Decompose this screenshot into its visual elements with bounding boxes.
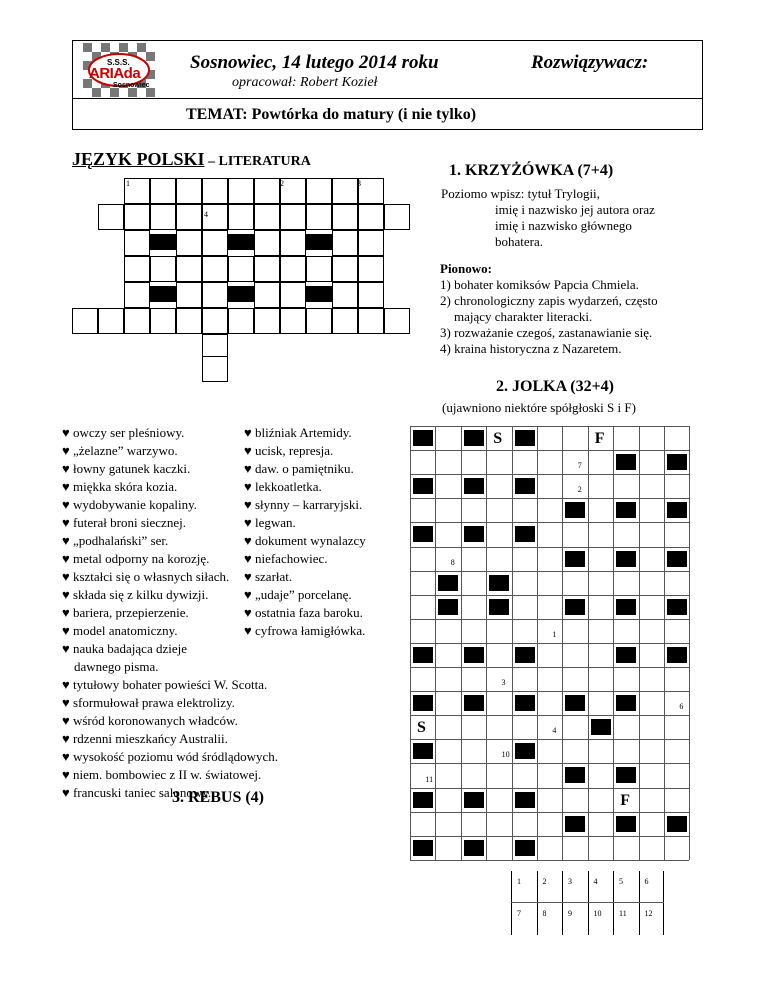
crossword-cell[interactable] (98, 308, 124, 334)
crossword-cell[interactable] (124, 230, 150, 256)
crossword-cell[interactable] (228, 178, 254, 204)
jolka-black-cell (515, 647, 535, 663)
vertical-clue: 2) chronologiczny zapis wydarzeń, często (440, 293, 658, 308)
jolka-grid-line (410, 691, 689, 692)
jolka-grid-line (410, 836, 689, 837)
author-line: opracował: Robert Kozieł (232, 75, 378, 90)
crossword-cell[interactable] (98, 204, 124, 230)
jolka-grid-line (410, 474, 689, 475)
jolka-black-cell (515, 695, 535, 711)
crossword-cell[interactable] (306, 256, 332, 282)
crossword-cell[interactable] (202, 308, 228, 334)
crossword-cell[interactable] (254, 308, 280, 334)
crossword-cell[interactable] (280, 256, 306, 282)
jolka-clues-right (244, 424, 366, 640)
jolka-clue: ♥ bliźniak Artemidy. (244, 425, 352, 440)
crossword-cell[interactable] (124, 282, 150, 308)
jolka-black-cell (413, 840, 433, 856)
crossword-cell[interactable] (228, 204, 254, 230)
crossword-cell[interactable] (280, 308, 306, 334)
horizontal-clue-line: bohatera. (495, 234, 544, 249)
jolka-black-cell (413, 743, 433, 759)
jolka-given-letter: F (620, 791, 630, 809)
jolka-key-cell[interactable]: 1 (511, 871, 537, 903)
jolka-grid-line (410, 643, 689, 644)
crossword-cell[interactable] (332, 308, 358, 334)
jolka-grid-line (410, 450, 689, 451)
jolka-black-cell (667, 454, 687, 470)
jolka-key-cell[interactable]: 9 (562, 903, 588, 935)
jolka-black-cell (464, 647, 484, 663)
crossword-cell[interactable] (202, 178, 228, 204)
jolka-grid-line (410, 763, 689, 764)
solver-label: Rozwiązywacz: (531, 52, 649, 73)
crossword-title: 1. KRZYŻÓWKA (7+4) (449, 162, 614, 179)
crossword-cell[interactable] (150, 256, 176, 282)
jolka-black-cell (515, 526, 535, 542)
jolka-number: 10 (501, 750, 510, 760)
crossword-cell[interactable] (254, 282, 280, 308)
jolka-black-cell (616, 502, 636, 518)
jolka-black-cell (616, 647, 636, 663)
jolka-clue: ♥ lekkoatletka. (244, 479, 322, 494)
header-date: Sosnowiec, 14 lutego 2014 roku (190, 52, 439, 73)
crossword-cell[interactable] (358, 282, 384, 308)
crossword-cell[interactable] (176, 282, 202, 308)
jolka-clue: ♥ wydobywanie kopaliny. (62, 497, 198, 512)
jolka-clue: ♥ „udaje” porcelanę. (244, 587, 352, 602)
jolka-clue: ♥ daw. o pamiętniku. (244, 461, 354, 476)
crossword-cell[interactable] (306, 204, 332, 230)
vertical-clues-title: Pionowo: (440, 261, 492, 276)
crossword-cell[interactable] (358, 204, 384, 230)
jolka-clue: ♥ futerał broni siecznej. (62, 515, 186, 530)
crossword-cell[interactable] (332, 230, 358, 256)
jolka-black-cell (515, 430, 535, 446)
jolka-grid-line (410, 788, 689, 789)
jolka-black-cell (413, 695, 433, 711)
topic-line: TEMAT: Powtórka do matury (i nie tylko) (186, 106, 477, 123)
crossword-cell[interactable] (254, 178, 280, 204)
jolka-grid-line (689, 426, 690, 860)
jolka-given-letter: S (417, 719, 426, 737)
jolka-black-cell (616, 816, 636, 832)
jolka-black-cell (515, 743, 535, 759)
jolka-number: 6 (679, 702, 684, 712)
crossword-cell[interactable] (306, 178, 332, 204)
crossword-cell[interactable] (124, 308, 150, 334)
crossword-cell[interactable] (176, 308, 202, 334)
crossword-cell[interactable] (150, 204, 176, 230)
crossword-cell[interactable] (332, 256, 358, 282)
crossword-cell[interactable] (72, 308, 98, 334)
jolka-grid-line (410, 739, 689, 740)
crossword-cell[interactable] (280, 230, 306, 256)
jolka-key-cell[interactable]: 3 (562, 871, 588, 903)
jolka-black-cell (667, 647, 687, 663)
jolka-black-cell (438, 575, 458, 591)
jolka-key-cell[interactable]: 10 (588, 903, 614, 935)
section-title (72, 149, 311, 170)
jolka-clue: ♥ łowny gatunek kaczki. (62, 461, 191, 476)
jolka-number: 7 (577, 461, 582, 471)
jolka-black-cell (667, 599, 687, 615)
crossword-cell[interactable] (254, 204, 280, 230)
jolka-clue: ♥ składa się z kilku dywizji. (62, 587, 209, 602)
crossword-cell[interactable] (176, 230, 202, 256)
jolka-clue: ♥ szarłat. (244, 569, 293, 584)
jolka-clue: ♥ nauka badająca dzieje (62, 641, 188, 656)
crossword-cell[interactable] (202, 282, 228, 308)
jolka-clue: ♥ owczy ser pleśniowy. (62, 425, 185, 440)
logo (73, 41, 183, 98)
jolka-grid-line (410, 619, 689, 620)
jolka-key-cell[interactable]: 11 (613, 903, 639, 935)
jolka-clue: ♥ legwan. (244, 515, 296, 530)
jolka-clue: ♥ sformułował prawa elektrolizy. (62, 695, 235, 710)
jolka-key-cell[interactable]: 5 (613, 871, 639, 903)
jolka-black-cell (413, 526, 433, 542)
jolka-black-cell (515, 792, 535, 808)
crossword-cell[interactable] (280, 204, 306, 230)
jolka-black-cell (667, 502, 687, 518)
jolka-clue: ♥ kształci się o własnych siłach. (62, 569, 230, 584)
horizontal-clue-lead: Poziomo wpisz: tytuł Trylogii, (441, 186, 600, 201)
header-divider (73, 98, 702, 99)
jolka-given-letter: F (594, 430, 605, 447)
vertical-clue: 4) kraina historyczna z Nazaretem. (440, 341, 622, 356)
jolka-black-cell (667, 551, 687, 567)
crossword-cell[interactable] (202, 230, 228, 256)
jolka-key-cell[interactable]: 8 (537, 903, 563, 935)
jolka-number: 1 (552, 629, 557, 639)
jolka-number: 3 (501, 678, 506, 688)
jolka-key-cell[interactable]: 7 (511, 903, 537, 935)
vertical-clue: 1) bohater komiksów Papcia Chmiela. (440, 277, 639, 292)
jolka-black-cell (464, 526, 484, 542)
jolka-grid-line (410, 715, 689, 716)
jolka-black-cell (565, 695, 585, 711)
logo-top-text: S.S.S. (107, 58, 130, 67)
jolka-black-cell (565, 551, 585, 567)
crossword-number: 2 (280, 179, 284, 188)
crossword-cell[interactable] (228, 308, 254, 334)
jolka-black-cell (515, 478, 535, 494)
jolka-clue: ♥ rdzenni mieszkańcy Australii. (62, 731, 228, 746)
jolka-clue: ♥ wysokość poziomu wód śródlądowych. (62, 749, 279, 764)
rebus-title: 3. REBUS (4) (172, 789, 265, 806)
jolka-black-cell (489, 599, 509, 615)
jolka-black-cell (515, 840, 535, 856)
horizontal-clue-line: imię i nazwisko jej autora oraz (495, 202, 655, 217)
jolka-number: 12 (577, 822, 586, 832)
jolka-clue: ♥ tytułowy bohater powieści W. Scotta. (62, 677, 268, 692)
jolka-clue: ♥ niefachowiec. (244, 551, 328, 566)
jolka-black-cell (667, 816, 687, 832)
crossword-cell[interactable] (150, 308, 176, 334)
jolka-black-cell (464, 695, 484, 711)
jolka-number: 2 (577, 485, 582, 495)
jolka-black-cell (565, 767, 585, 783)
jolka-clue: ♥ dokument wynalazcy (244, 533, 366, 548)
jolka-grid-line (410, 860, 689, 861)
crossword-cell[interactable] (332, 178, 358, 204)
vertical-clue: 3) rozważanie czegoś, zastanawianie się. (440, 325, 653, 340)
crossword-cell[interactable] (202, 256, 228, 282)
jolka-black-cell (616, 695, 636, 711)
crossword-cell[interactable] (202, 356, 228, 382)
crossword-cell[interactable] (254, 230, 280, 256)
jolka-grid-line (410, 522, 689, 523)
jolka-number: 9 (577, 702, 582, 712)
jolka-number: 8 (450, 557, 455, 567)
crossword-cell[interactable] (332, 282, 358, 308)
jolka-clue: ♥ metal odporny na korozję. (62, 551, 210, 566)
jolka-number: 11 (425, 774, 434, 784)
crossword-cell[interactable] (332, 204, 358, 230)
jolka-grid-line (410, 426, 689, 427)
jolka-black-cell (565, 502, 585, 518)
jolka-black-cell (464, 840, 484, 856)
jolka-black-cell (464, 430, 484, 446)
jolka-grid-line (410, 595, 689, 596)
jolka-key-cell[interactable]: 4 (588, 871, 614, 903)
jolka-number: 4 (552, 726, 557, 736)
crossword-cell[interactable] (254, 256, 280, 282)
crossword-cell[interactable] (124, 204, 150, 230)
jolka-clue: ♥ wśród koronowanych władców. (62, 713, 238, 728)
jolka-black-cell (413, 792, 433, 808)
jolka-clue: ♥ „żelazne” warzywo. (62, 443, 178, 458)
jolka-clue: ♥ model anatomiczny. (62, 623, 178, 638)
crossword-cell[interactable] (176, 256, 202, 282)
jolka-black-cell (591, 719, 611, 735)
jolka-grid-line (410, 571, 689, 572)
jolka-black-cell (413, 478, 433, 494)
jolka-clue: ♥ francuski taniec salonowy. (62, 785, 212, 800)
crossword-cell[interactable] (176, 204, 202, 230)
crossword-cell[interactable] (358, 178, 384, 204)
jolka-key-cell[interactable]: 2 (537, 871, 563, 903)
crossword-cell[interactable] (384, 204, 410, 230)
jolka-title: 2. JOLKA (32+4) (496, 378, 615, 395)
crossword-horizontal-clue (441, 186, 701, 250)
jolka-grid-line (410, 667, 689, 668)
logo-main-text: ARIAda (89, 65, 141, 82)
jolka-black-cell (413, 430, 433, 446)
crossword-cell[interactable] (228, 256, 254, 282)
jolka-grid-line (410, 498, 689, 499)
jolka-black-cell (464, 478, 484, 494)
jolka-black-cell (616, 454, 636, 470)
crossword-number: 4 (204, 210, 208, 219)
vertical-clue: mający charakter literacki. (454, 309, 593, 324)
crossword-cell[interactable] (280, 282, 306, 308)
jolka-key-cell[interactable]: 6 (639, 871, 665, 903)
section-title-sub: – LITERATURA (204, 154, 311, 169)
crossword-vertical-clues (440, 261, 700, 357)
jolka-black-cell (616, 599, 636, 615)
jolka-clue: ♥ „podhalański” ser. (62, 533, 169, 548)
crossword-cell[interactable] (176, 178, 202, 204)
jolka-key-cell[interactable]: 12 (639, 903, 665, 935)
jolka-key-divider (511, 902, 664, 903)
jolka-clue: ♥ bariera, przepierzenie. (62, 605, 189, 620)
jolka-black-cell (413, 647, 433, 663)
jolka-grid-line (410, 547, 689, 548)
crossword-cell[interactable] (358, 308, 384, 334)
jolka-subtitle: (ujawniono niektóre spółgłoski S i F) (442, 400, 636, 415)
jolka-number: 5 (679, 822, 684, 832)
jolka-grid-line (410, 812, 689, 813)
jolka-clue: ♥ ucisk, represja. (244, 443, 334, 458)
jolka-black-cell (616, 767, 636, 783)
jolka-clue: ♥ słynny – karraryjski. (244, 497, 363, 512)
crossword-cell[interactable] (124, 256, 150, 282)
jolka-black-cell (565, 599, 585, 615)
crossword-number: 1 (126, 179, 130, 188)
jolka-clue: ♥ niem. bombowiec z II w. światowej. (62, 767, 262, 782)
crossword-number: 3 (357, 179, 361, 188)
section-title-main: JĘZYK POLSKI (72, 149, 205, 169)
jolka-black-cell (616, 551, 636, 567)
crossword-cell[interactable] (150, 178, 176, 204)
jolka-clue: ♥ miękka skóra kozia. (62, 479, 178, 494)
jolka-clue: ♥ cyfrowa łamigłówka. (244, 623, 366, 638)
crossword-cell[interactable] (358, 230, 384, 256)
jolka-black-cell (438, 599, 458, 615)
jolka-black-cell (464, 792, 484, 808)
logo-bottom-text: Sosnowiec (113, 82, 150, 89)
jolka-black-cell (489, 575, 509, 591)
jolka-clue: ♥ ostatnia faza baroku. (244, 605, 363, 620)
horizontal-clue-line: imię i nazwisko głównego (495, 218, 632, 233)
crossword-cell[interactable] (358, 256, 384, 282)
crossword-cell[interactable] (384, 308, 410, 334)
crossword-cell[interactable] (306, 308, 332, 334)
jolka-clue: dawnego pisma. (74, 659, 159, 674)
jolka-given-letter: S (493, 430, 503, 447)
